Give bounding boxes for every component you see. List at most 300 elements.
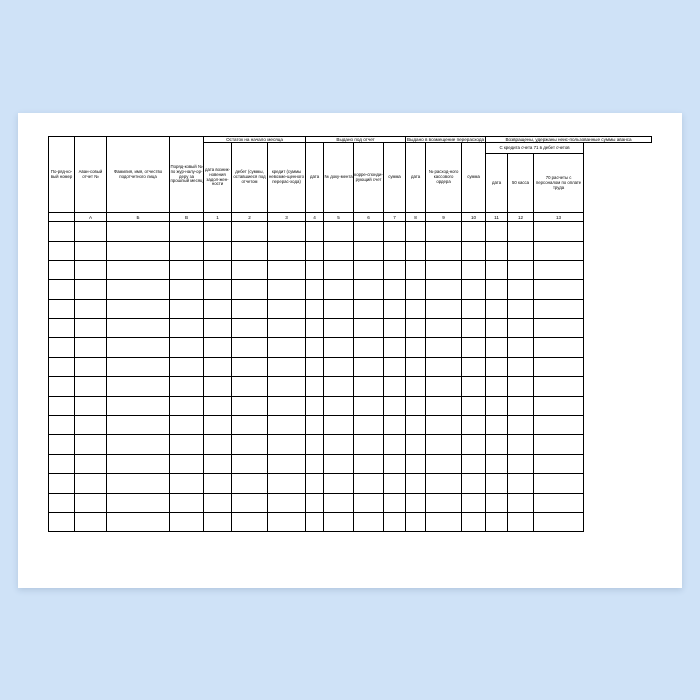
table-cell[interactable] — [426, 513, 462, 532]
table-cell[interactable] — [170, 319, 204, 338]
table-cell[interactable] — [49, 435, 75, 454]
table-cell[interactable] — [75, 319, 107, 338]
table-cell[interactable] — [406, 435, 426, 454]
table-cell[interactable] — [75, 280, 107, 299]
table-cell[interactable] — [170, 493, 204, 512]
table-cell[interactable] — [426, 357, 462, 376]
table-cell[interactable] — [49, 260, 75, 279]
table-cell[interactable] — [462, 319, 486, 338]
table-cell[interactable] — [170, 338, 204, 357]
table-cell[interactable] — [508, 416, 534, 435]
table-cell[interactable] — [49, 474, 75, 493]
table-cell[interactable] — [268, 377, 306, 396]
table-cell[interactable] — [49, 396, 75, 415]
header-group-row — [49, 137, 652, 143]
table-cell[interactable] — [49, 357, 75, 376]
table-row[interactable] — [49, 493, 652, 512]
table-cell[interactable] — [49, 416, 75, 435]
table-cell[interactable] — [324, 474, 354, 493]
table-cell[interactable] — [204, 513, 232, 532]
table-cell[interactable] — [232, 513, 268, 532]
table-cell[interactable] — [384, 493, 406, 512]
group-header-returned: Возвращены, удержаны неис-пользованные суммы аванса — [486, 137, 652, 143]
table-cell[interactable] — [49, 513, 75, 532]
table-cell[interactable] — [462, 474, 486, 493]
table-row[interactable] — [49, 454, 652, 473]
table-cell[interactable] — [508, 396, 534, 415]
table-cell[interactable] — [204, 319, 232, 338]
table-cell[interactable] — [426, 222, 462, 241]
table-cell[interactable] — [508, 338, 534, 357]
table-cell[interactable] — [49, 280, 75, 299]
table-cell[interactable] — [75, 260, 107, 279]
table-cell[interactable] — [462, 241, 486, 260]
table-cell[interactable] — [486, 474, 508, 493]
table-cell[interactable] — [508, 474, 534, 493]
table-cell[interactable] — [406, 377, 426, 396]
table-cell[interactable] — [508, 493, 534, 512]
table-cell[interactable] — [268, 338, 306, 357]
table-cell[interactable] — [306, 241, 324, 260]
table-cell[interactable] — [354, 222, 384, 241]
table-cell[interactable] — [232, 299, 268, 318]
table-cell[interactable] — [426, 396, 462, 415]
table-cell[interactable] — [107, 377, 170, 396]
table-cell[interactable] — [170, 299, 204, 318]
table-cell[interactable] — [232, 493, 268, 512]
column-letter-2: Б — [107, 213, 170, 222]
table-cell[interactable] — [324, 338, 354, 357]
table-cell[interactable] — [384, 241, 406, 260]
table-cell[interactable] — [426, 338, 462, 357]
table-cell[interactable] — [75, 338, 107, 357]
table-cell[interactable] — [324, 280, 354, 299]
table-cell[interactable] — [486, 377, 508, 396]
table-cell[interactable] — [324, 493, 354, 512]
table-cell[interactable] — [75, 474, 107, 493]
table-cell[interactable] — [462, 435, 486, 454]
table-cell[interactable] — [384, 338, 406, 357]
table-cell[interactable] — [268, 222, 306, 241]
table-cell[interactable] — [486, 454, 508, 473]
table-row[interactable] — [49, 338, 652, 357]
table-cell[interactable] — [170, 241, 204, 260]
table-cell[interactable] — [170, 416, 204, 435]
table-cell[interactable] — [384, 357, 406, 376]
table-cell[interactable] — [170, 454, 204, 473]
table-row[interactable] — [49, 474, 652, 493]
table-cell[interactable] — [268, 396, 306, 415]
table-cell[interactable] — [49, 222, 75, 241]
table-cell[interactable] — [204, 416, 232, 435]
table-cell[interactable] — [324, 377, 354, 396]
table-cell[interactable] — [534, 435, 584, 454]
table-cell[interactable] — [107, 493, 170, 512]
table-cell[interactable] — [384, 513, 406, 532]
table-cell[interactable] — [107, 338, 170, 357]
table-cell[interactable] — [232, 377, 268, 396]
table-cell[interactable] — [406, 454, 426, 473]
table-cell[interactable] — [508, 454, 534, 473]
table-cell[interactable] — [75, 241, 107, 260]
table-cell[interactable] — [486, 396, 508, 415]
table-cell[interactable] — [508, 260, 534, 279]
table-cell[interactable] — [384, 222, 406, 241]
table-cell[interactable] — [406, 416, 426, 435]
table-cell[interactable] — [268, 435, 306, 454]
group-header-issued-overrun: Выдано в возмещение перерасхода — [407, 137, 485, 142]
table-cell[interactable] — [354, 280, 384, 299]
table-cell[interactable] — [49, 377, 75, 396]
table-cell[interactable] — [49, 454, 75, 473]
table-cell[interactable] — [406, 222, 426, 241]
table-cell[interactable] — [354, 260, 384, 279]
table-cell[interactable] — [204, 435, 232, 454]
table-cell[interactable] — [75, 299, 107, 318]
document-sheet — [18, 113, 682, 588]
table-cell[interactable] — [426, 474, 462, 493]
table-cell[interactable] — [107, 299, 170, 318]
table-cell[interactable] — [268, 280, 306, 299]
table-cell[interactable] — [268, 416, 306, 435]
table-cell[interactable] — [75, 222, 107, 241]
table-cell[interactable] — [426, 260, 462, 279]
table-cell[interactable] — [49, 299, 75, 318]
table-cell[interactable] — [324, 222, 354, 241]
table-cell[interactable] — [204, 357, 232, 376]
table-cell[interactable] — [306, 474, 324, 493]
table-cell[interactable] — [107, 416, 170, 435]
table-cell[interactable] — [107, 513, 170, 532]
table-cell[interactable] — [354, 416, 384, 435]
table-cell[interactable] — [306, 260, 324, 279]
table-cell[interactable] — [107, 319, 170, 338]
table-cell[interactable] — [534, 260, 584, 279]
table-cell[interactable] — [306, 513, 324, 532]
table-cell[interactable] — [75, 416, 107, 435]
table-cell[interactable] — [324, 435, 354, 454]
table-cell[interactable] — [462, 260, 486, 279]
table-cell[interactable] — [170, 280, 204, 299]
table-cell[interactable] — [486, 338, 508, 357]
table-cell[interactable] — [170, 513, 204, 532]
table-cell[interactable] — [268, 319, 306, 338]
table-cell[interactable] — [107, 474, 170, 493]
table-cell[interactable] — [324, 319, 354, 338]
table-cell[interactable] — [204, 338, 232, 357]
table-row[interactable] — [49, 241, 652, 260]
table-cell[interactable] — [406, 280, 426, 299]
table-cell[interactable] — [384, 319, 406, 338]
table-cell[interactable] — [354, 396, 384, 415]
table-cell[interactable] — [462, 357, 486, 376]
table-cell[interactable] — [486, 241, 508, 260]
table-cell[interactable] — [306, 222, 324, 241]
table-cell[interactable] — [534, 454, 584, 473]
table-cell[interactable] — [426, 299, 462, 318]
table-cell[interactable] — [462, 338, 486, 357]
table-cell[interactable] — [534, 319, 584, 338]
table-cell[interactable] — [49, 319, 75, 338]
table-cell[interactable] — [462, 299, 486, 318]
table-cell[interactable] — [534, 241, 584, 260]
table-cell[interactable] — [170, 260, 204, 279]
table-cell[interactable] — [49, 493, 75, 512]
table-cell[interactable] — [384, 260, 406, 279]
table-cell[interactable] — [406, 260, 426, 279]
table-cell[interactable] — [508, 377, 534, 396]
table-cell[interactable] — [324, 396, 354, 415]
table-cell[interactable] — [204, 377, 232, 396]
table-cell[interactable] — [324, 357, 354, 376]
table-cell[interactable] — [384, 435, 406, 454]
table-cell[interactable] — [426, 319, 462, 338]
table-cell[interactable] — [232, 454, 268, 473]
table-cell[interactable] — [306, 396, 324, 415]
table-cell[interactable] — [406, 513, 426, 532]
table-cell[interactable] — [75, 513, 107, 532]
table-cell[interactable] — [306, 377, 324, 396]
table-cell[interactable] — [232, 338, 268, 357]
table-cell[interactable] — [204, 493, 232, 512]
table-cell[interactable] — [384, 299, 406, 318]
table-cell[interactable] — [232, 435, 268, 454]
table-cell[interactable] — [462, 377, 486, 396]
table-cell[interactable] — [204, 222, 232, 241]
table-cell[interactable] — [354, 513, 384, 532]
table-cell[interactable] — [534, 222, 584, 241]
table-cell[interactable] — [534, 338, 584, 357]
table-cell[interactable] — [306, 280, 324, 299]
table-cell[interactable] — [268, 241, 306, 260]
table-cell[interactable] — [204, 260, 232, 279]
table-cell[interactable] — [232, 280, 268, 299]
table-cell[interactable] — [534, 396, 584, 415]
table-cell[interactable] — [306, 416, 324, 435]
table-row[interactable] — [49, 513, 652, 532]
table-row[interactable] — [49, 396, 652, 415]
table-cell[interactable] — [462, 280, 486, 299]
table-cell[interactable] — [354, 474, 384, 493]
table-row[interactable] — [49, 435, 652, 454]
table-cell[interactable] — [232, 396, 268, 415]
table-cell[interactable] — [486, 513, 508, 532]
table-cell[interactable] — [232, 260, 268, 279]
column-letter-0 — [49, 213, 75, 222]
table-cell[interactable] — [268, 474, 306, 493]
table-cell[interactable] — [426, 377, 462, 396]
table-cell[interactable] — [204, 474, 232, 493]
table-cell[interactable] — [268, 260, 306, 279]
table-cell[interactable] — [75, 454, 107, 473]
table-cell[interactable] — [170, 357, 204, 376]
table-cell[interactable] — [49, 241, 75, 260]
table-row[interactable] — [49, 260, 652, 279]
table-cell[interactable] — [306, 454, 324, 473]
table-cell[interactable] — [508, 299, 534, 318]
table-cell[interactable] — [324, 416, 354, 435]
table-row[interactable] — [49, 377, 652, 396]
column-letter-1: А — [75, 213, 107, 222]
table-cell[interactable] — [306, 357, 324, 376]
table-cell[interactable] — [204, 299, 232, 318]
table-cell[interactable] — [324, 454, 354, 473]
table-cell[interactable] — [426, 416, 462, 435]
table-cell[interactable] — [534, 493, 584, 512]
table-cell[interactable] — [324, 260, 354, 279]
table-cell[interactable] — [508, 357, 534, 376]
table-row[interactable] — [49, 416, 652, 435]
table-cell[interactable] — [306, 338, 324, 357]
table-cell[interactable] — [508, 280, 534, 299]
table-cell[interactable] — [232, 474, 268, 493]
table-cell[interactable] — [462, 493, 486, 512]
table-cell[interactable] — [170, 396, 204, 415]
table-cell[interactable] — [268, 299, 306, 318]
table-cell[interactable] — [354, 454, 384, 473]
table-cell[interactable] — [306, 319, 324, 338]
table-cell[interactable] — [107, 222, 170, 241]
table-cell[interactable] — [354, 435, 384, 454]
table-cell[interactable] — [534, 416, 584, 435]
table-cell[interactable] — [508, 513, 534, 532]
table-row[interactable] — [49, 319, 652, 338]
table-cell[interactable] — [486, 280, 508, 299]
table-cell[interactable] — [426, 454, 462, 473]
table-cell[interactable] — [107, 241, 170, 260]
table-cell[interactable] — [75, 493, 107, 512]
table-cell[interactable] — [354, 319, 384, 338]
table-cell[interactable] — [204, 241, 232, 260]
table-cell[interactable] — [384, 377, 406, 396]
table-cell[interactable] — [384, 416, 406, 435]
table-row[interactable] — [49, 299, 652, 318]
table-cell[interactable] — [354, 377, 384, 396]
table-cell[interactable] — [306, 493, 324, 512]
table-cell[interactable] — [75, 357, 107, 376]
table-cell[interactable] — [486, 357, 508, 376]
table-cell[interactable] — [426, 280, 462, 299]
table-cell[interactable] — [107, 396, 170, 415]
table-cell[interactable] — [426, 435, 462, 454]
table-cell[interactable] — [486, 260, 508, 279]
table-cell[interactable] — [107, 260, 170, 279]
table-cell[interactable] — [534, 357, 584, 376]
table-cell[interactable] — [268, 454, 306, 473]
table-cell[interactable] — [306, 435, 324, 454]
table-cell[interactable] — [406, 357, 426, 376]
table-row[interactable] — [49, 280, 652, 299]
table-cell[interactable] — [232, 357, 268, 376]
table-cell[interactable] — [107, 280, 170, 299]
table-cell[interactable] — [426, 241, 462, 260]
table-cell[interactable] — [232, 222, 268, 241]
column-letter-6: 3 — [268, 213, 306, 222]
table-cell[interactable] — [268, 513, 306, 532]
table-cell[interactable] — [75, 377, 107, 396]
table-cell[interactable] — [534, 377, 584, 396]
table-cell[interactable] — [306, 299, 324, 318]
table-cell[interactable] — [268, 493, 306, 512]
table-cell[interactable] — [534, 474, 584, 493]
table-cell[interactable] — [462, 416, 486, 435]
table-cell[interactable] — [462, 513, 486, 532]
column-letter-7: 4 — [306, 213, 324, 222]
table-cell[interactable] — [508, 241, 534, 260]
table-cell[interactable] — [508, 222, 534, 241]
table-cell[interactable] — [232, 416, 268, 435]
table-cell[interactable] — [426, 493, 462, 512]
table-cell[interactable] — [324, 241, 354, 260]
table-cell[interactable] — [354, 299, 384, 318]
table-cell[interactable] — [170, 474, 204, 493]
table-cell[interactable] — [354, 357, 384, 376]
group-header-from-credit-71: С кредита счета 71 в дебет счетов — [486, 143, 584, 154]
table-cell[interactable] — [232, 241, 268, 260]
table-cell[interactable] — [384, 396, 406, 415]
table-cell[interactable] — [107, 357, 170, 376]
table-cell[interactable] — [49, 338, 75, 357]
table-cell[interactable] — [354, 241, 384, 260]
table-cell[interactable] — [384, 454, 406, 473]
table-cell[interactable] — [486, 319, 508, 338]
table-cell[interactable] — [384, 280, 406, 299]
table-cell[interactable] — [486, 435, 508, 454]
table-cell[interactable] — [406, 396, 426, 415]
table-cell[interactable] — [406, 299, 426, 318]
table-row[interactable] — [49, 357, 652, 376]
table-cell[interactable] — [406, 474, 426, 493]
table-cell[interactable] — [462, 454, 486, 473]
table-cell[interactable] — [406, 241, 426, 260]
table-row[interactable] — [49, 222, 652, 241]
table-cell[interactable] — [462, 222, 486, 241]
table-cell[interactable] — [107, 435, 170, 454]
table-cell[interactable] — [107, 454, 170, 473]
table-cell[interactable] — [486, 299, 508, 318]
table-cell[interactable] — [406, 493, 426, 512]
table-cell[interactable] — [508, 435, 534, 454]
table-cell[interactable] — [204, 280, 232, 299]
table-cell[interactable] — [75, 396, 107, 415]
table-cell[interactable] — [534, 513, 584, 532]
table-cell[interactable] — [75, 435, 107, 454]
table-cell[interactable] — [534, 280, 584, 299]
table-cell[interactable] — [406, 319, 426, 338]
table-cell[interactable] — [232, 319, 268, 338]
table-cell[interactable] — [486, 222, 508, 241]
table-cell[interactable] — [406, 338, 426, 357]
table-cell[interactable] — [170, 435, 204, 454]
table-cell[interactable] — [486, 493, 508, 512]
table-cell[interactable] — [534, 299, 584, 318]
table-cell[interactable] — [204, 396, 232, 415]
column-letter-13: 10 — [462, 213, 486, 222]
column-letter-10: 7 — [384, 213, 406, 222]
table-cell[interactable] — [324, 299, 354, 318]
table-cell[interactable] — [324, 513, 354, 532]
table-cell[interactable] — [384, 474, 406, 493]
table-cell[interactable] — [268, 357, 306, 376]
table-cell[interactable] — [462, 396, 486, 415]
table-cell[interactable] — [354, 493, 384, 512]
table-cell[interactable] — [170, 377, 204, 396]
table-cell[interactable] — [170, 222, 204, 241]
table-cell[interactable] — [508, 319, 534, 338]
table-cell[interactable] — [204, 454, 232, 473]
table-cell[interactable] — [486, 416, 508, 435]
table-cell[interactable] — [354, 338, 384, 357]
